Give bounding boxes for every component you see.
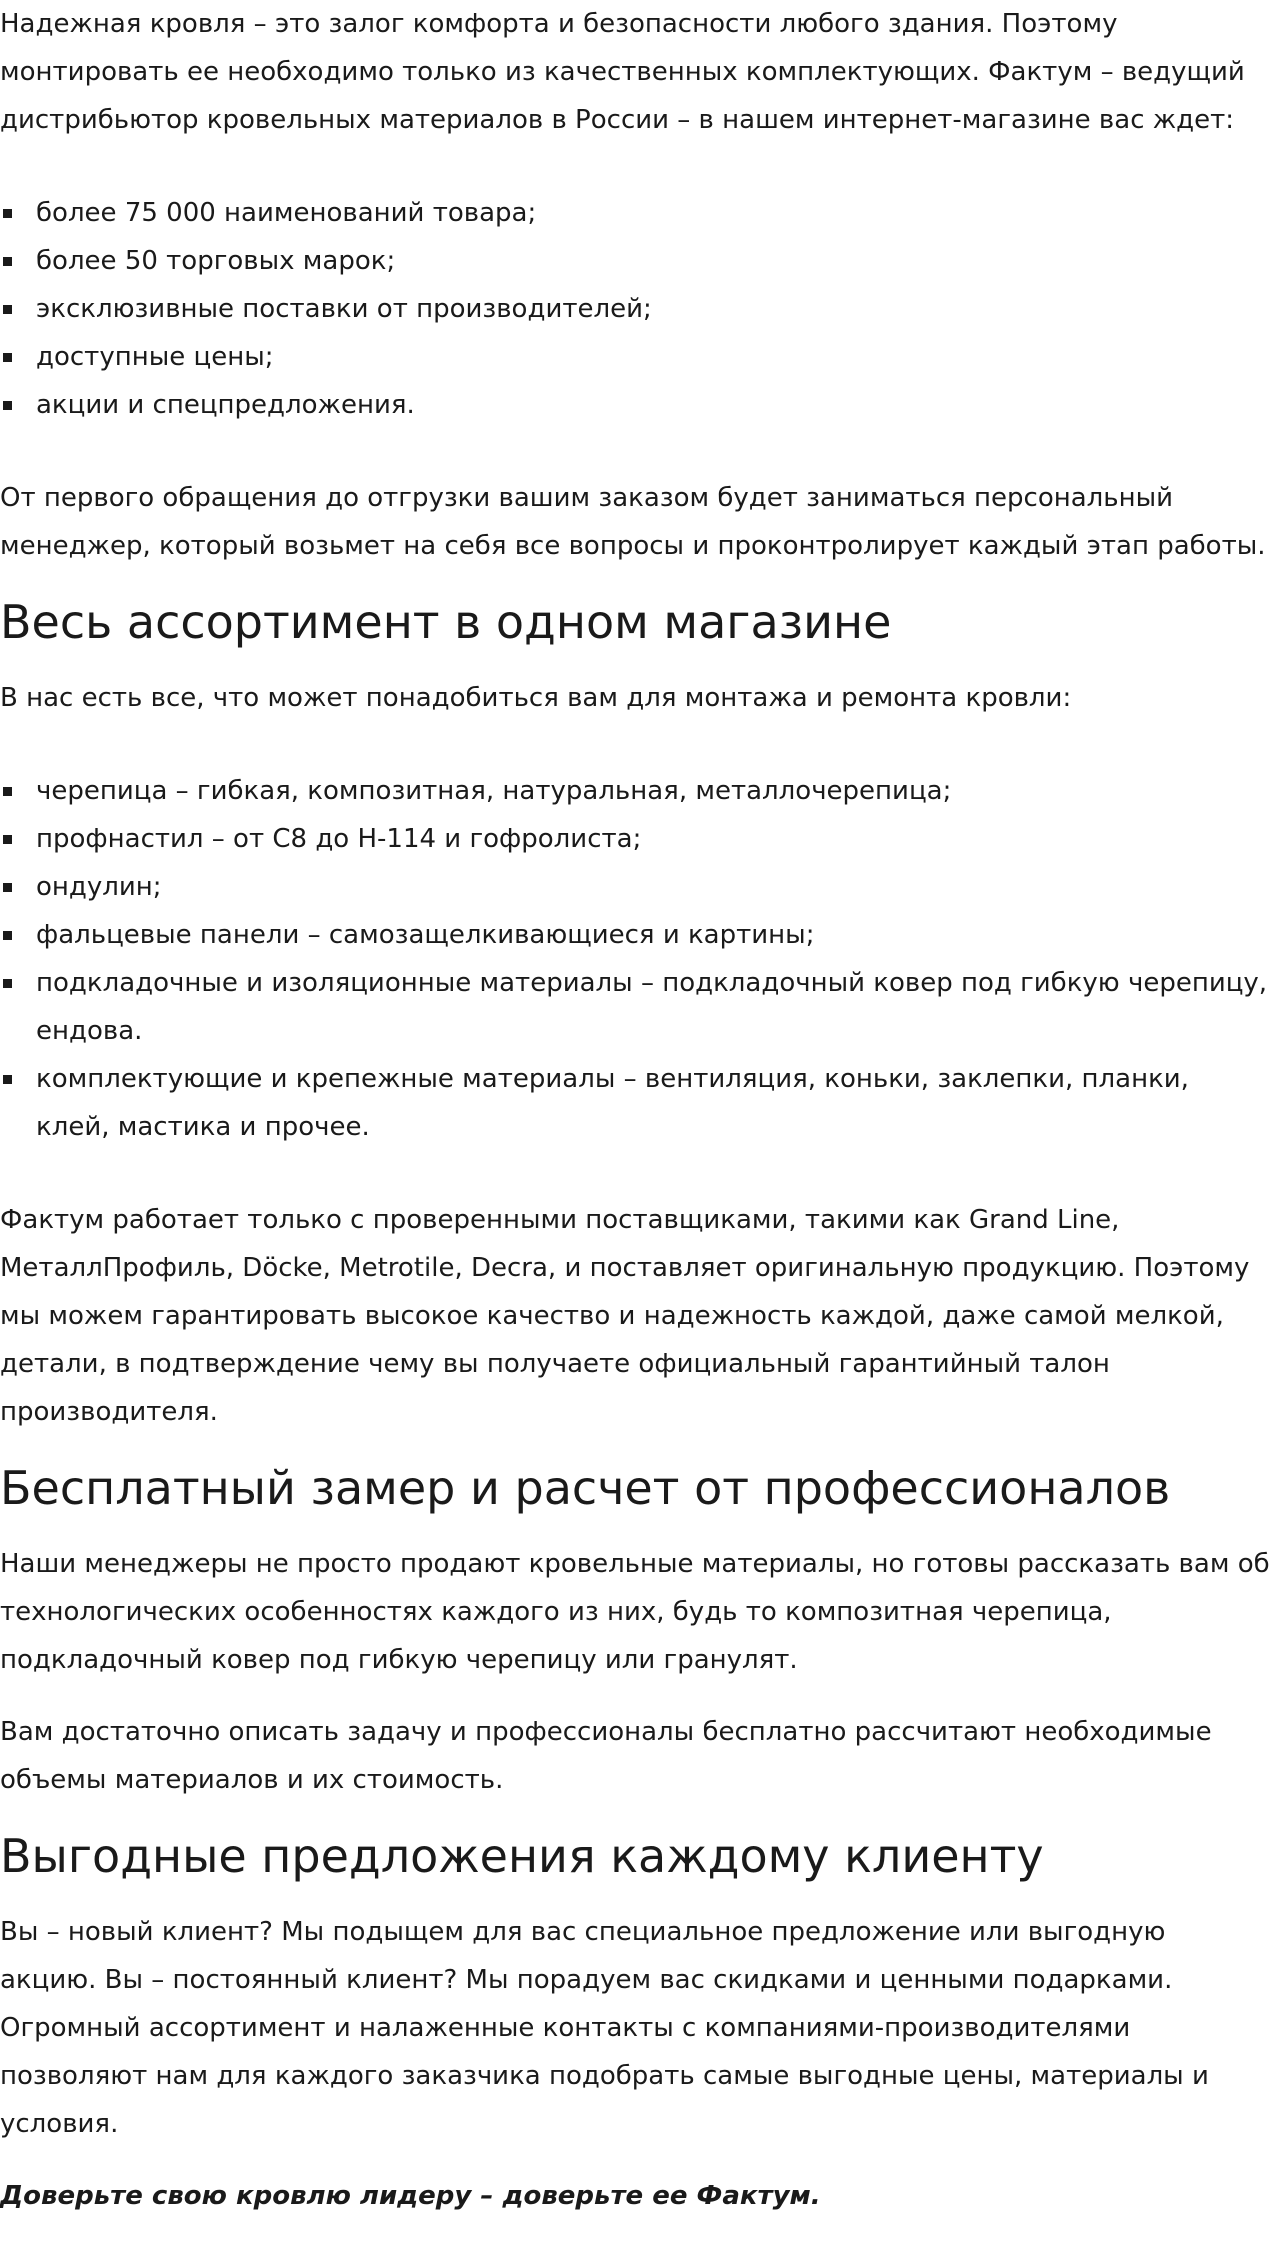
list-item: профнастил – от С8 до Н-114 и гофролиста;	[0, 815, 1270, 863]
list-item: более 75 000 наименований товара;	[0, 189, 1270, 237]
task-paragraph: Вам достаточно описать задачу и профессионалы бесплатно рассчитают необходимые объемы материалов и их стоимость.	[0, 1717, 1212, 1795]
intro-paragraph: Надежная кровля – это залог комфорта и безопасности любого здания. Поэтому монтировать ее необходимо только из качественных комплектующих. Фактум – ведущий дистрибьютор кровельных материалов в России – в нашем интернет-магазине вас ждет:	[0, 9, 1245, 135]
list-item: ондулин;	[0, 863, 1270, 911]
list-item: подкладочные и изоляционные материалы – подкладочный ковер под гибкую черепицу, ендова.	[0, 959, 1270, 1055]
clients-paragraph: Вы – новый клиент? Мы подыщем для вас специальное предложение или выгодную акцию. Вы – постоянный клиент? Мы порадуем вас скидками и ценными подарками. Огромный ассортимент и налаженные контакты с компаниями-производителями позволяют нам для каждого заказчика подобрать самые выгодные цены, материалы и условия.	[0, 1917, 1209, 2139]
measurement-heading: Бесплатный замер и расчет от профессионалов	[0, 1461, 1171, 1515]
assortment-lead: В нас есть все, что может понадобиться вам для монтажа и ремонта кровли:	[0, 683, 1072, 713]
list-item: эксклюзивные поставки от производителей;	[0, 285, 1270, 333]
list-item: доступные цены;	[0, 333, 1270, 381]
assortment-heading: Весь ассортимент в одном магазине	[0, 595, 892, 649]
list-item: черепица – гибкая, композитная, натуральная, металлочерепица;	[0, 767, 1270, 815]
list-item: более 50 торговых марок;	[0, 237, 1270, 285]
offers-heading: Выгодные предложения каждому клиенту	[0, 1829, 1044, 1883]
managers-paragraph: Наши менеджеры не просто продают кровельные материалы, но готовы рассказать вам об технологических особенностях каждого из них, будь то композитная черепица, подкладочный ковер под гибкую черепицу или гранулят.	[0, 1549, 1270, 1675]
benefits-list	[0, 189, 1270, 429]
call-to-action: Доверьте свою кровлю лидеру – доверьте ее Фактум.	[0, 2181, 821, 2211]
manager-paragraph: От первого обращения до отгрузки вашим заказом будет заниматься персональный менеджер, который возьмет на себя все вопросы и проконтролирует каждый этап работы.	[0, 483, 1266, 561]
suppliers-paragraph: Фактум работает только с проверенными поставщиками, такими как Grand Line, МеталлПрофиль, Döcke, Metrotile, Decra, и поставляет оригинальную продукцию. Поэтому мы можем гарантировать высокое качество и надежность каждой, даже самой мелкой, детали, в подтверждение чему вы получаете официальный гарантийный талон производителя.	[0, 1205, 1250, 1427]
list-item: акции и спецпредложения.	[0, 381, 1270, 429]
list-item: комплектующие и крепежные материалы – вентиляция, коньки, заклепки, планки, клей, мастика и прочее.	[0, 1055, 1270, 1151]
list-item: фальцевые панели – самозащелкивающиеся и картины;	[0, 911, 1270, 959]
assortment-list	[0, 767, 1270, 1151]
